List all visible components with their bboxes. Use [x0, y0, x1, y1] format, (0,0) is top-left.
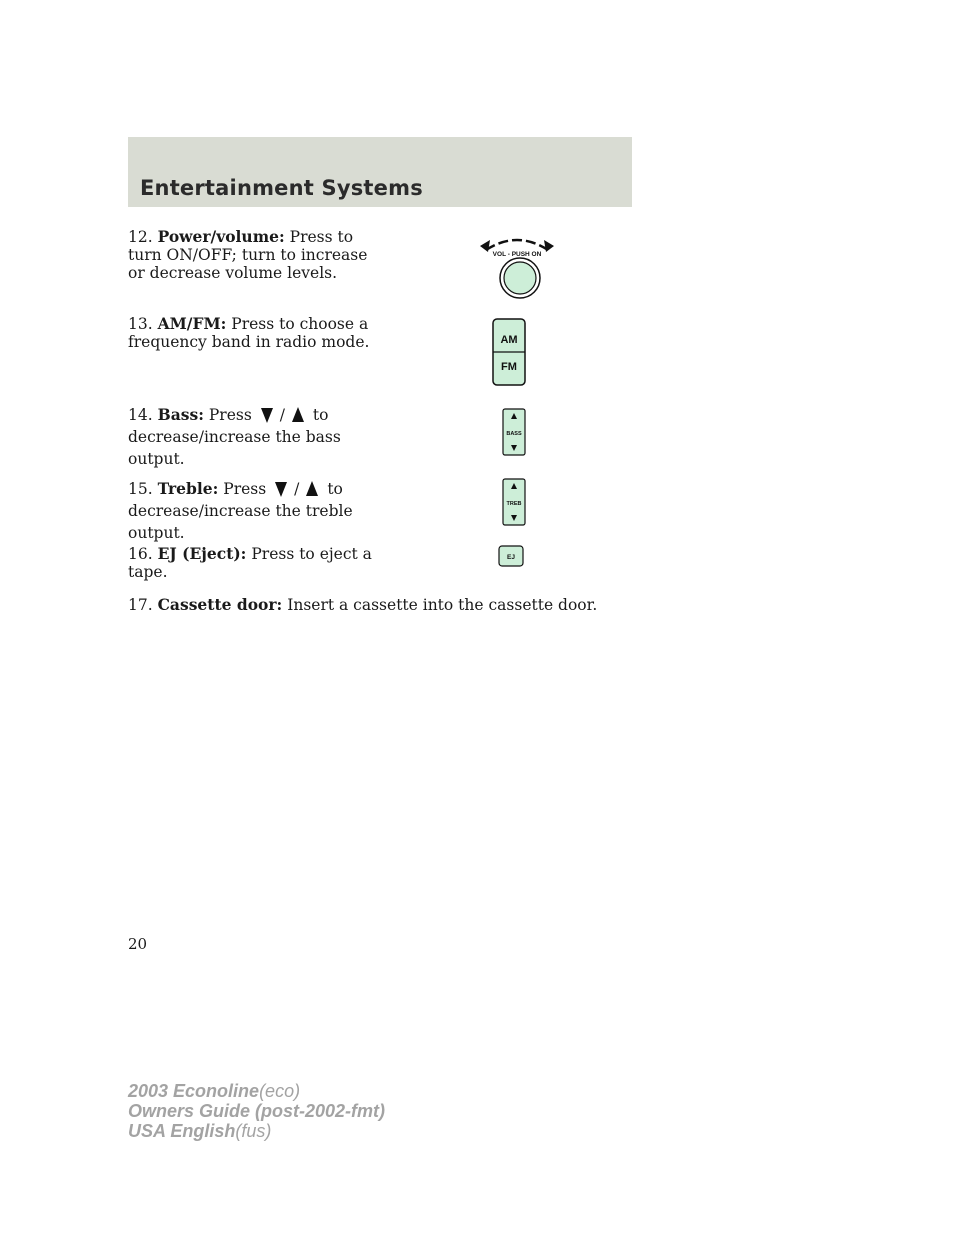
fm-label: FM [501, 361, 517, 373]
bass-label: BASS [506, 431, 522, 437]
bass-rocker-figure [502, 408, 526, 456]
item-label: EJ (Eject): [157, 544, 247, 563]
item-number: 17. [128, 596, 153, 614]
item-label: Bass: [157, 405, 204, 424]
footer-guide: Owners Guide (post-2002-fmt) [128, 1101, 386, 1121]
item-number: 12. [128, 228, 153, 246]
footer [128, 1081, 385, 1141]
ej-label: EJ [507, 554, 515, 561]
item-text: Press [223, 480, 267, 498]
item-text: Press [208, 406, 252, 424]
item-text: Press to turn ON/OFF; turn to increase or decrease volume levels. [128, 228, 368, 282]
item-text: decrease/increase the treble output. [128, 502, 353, 542]
footer-language-code: (fus) [235, 1121, 272, 1141]
item-label: Power/volume: [157, 227, 285, 246]
item-text: Press to choose a frequency band in radio mode. [128, 315, 370, 351]
footer-line-2 [128, 1101, 385, 1121]
item-treble [128, 478, 378, 544]
arrow-up-icon [289, 406, 307, 424]
rotate-right-arrow-icon [544, 240, 554, 252]
slash: / [279, 406, 285, 424]
footer-model-code: (eco) [259, 1081, 301, 1101]
arrow-up-icon [303, 480, 321, 498]
am-fm-button-figure [492, 318, 526, 386]
item-label: Treble: [157, 479, 219, 498]
item-am-fm [128, 315, 378, 351]
item-number: 15. [128, 480, 153, 498]
treble-rocker-figure [502, 478, 526, 526]
footer-line-3 [128, 1121, 385, 1141]
item-text: decrease/increase the bass output. [128, 428, 341, 468]
item-label: AM/FM: [157, 314, 227, 333]
item-text: to [312, 406, 329, 424]
knob-inner [504, 262, 536, 294]
item-text: Press to eject a tape. [128, 545, 372, 581]
section-title: Entertainment Systems [140, 176, 423, 200]
footer-model: 2003 Econoline [128, 1081, 260, 1101]
item-number: 14. [128, 406, 153, 424]
arrow-down-icon [258, 406, 276, 424]
eject-button-figure [498, 545, 524, 567]
arrow-down-icon [272, 480, 290, 498]
rotate-left-arrow-icon [480, 240, 490, 252]
item-label: Cassette door: [157, 595, 283, 614]
item-cassette-door [128, 596, 608, 614]
treb-label: TREB [506, 501, 522, 507]
volume-label: VOL - PUSH ON [492, 251, 542, 258]
item-power-volume [128, 228, 378, 282]
footer-line-1 [128, 1081, 385, 1101]
item-text: to [327, 480, 343, 498]
item-text: Insert a cassette into the cassette door. [287, 596, 598, 614]
footer-language: USA English [128, 1121, 236, 1141]
item-number: 13. [128, 315, 153, 333]
item-bass [128, 404, 378, 470]
volume-knob-figure [476, 228, 558, 300]
am-label: AM [500, 334, 518, 346]
item-number: 16. [128, 545, 153, 563]
slash: / [294, 480, 300, 498]
item-eject [128, 545, 378, 581]
page-number: 20 [128, 935, 148, 953]
